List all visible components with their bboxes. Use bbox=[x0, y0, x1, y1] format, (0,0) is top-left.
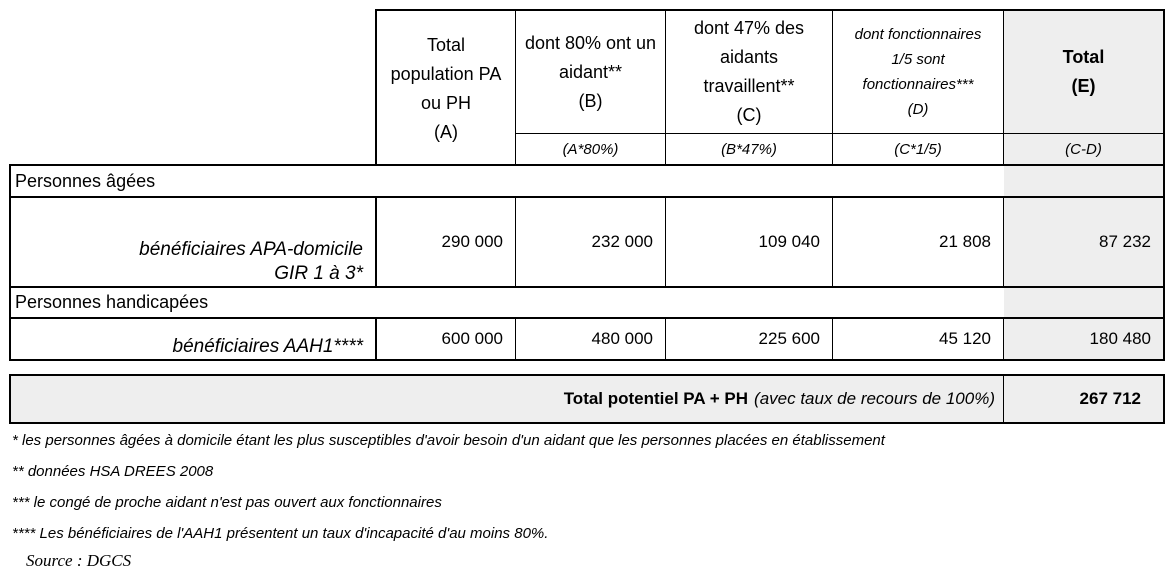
table-cell: 225 600 bbox=[758, 329, 820, 348]
header-line: travaillent** bbox=[703, 76, 795, 96]
header-total-population bbox=[377, 11, 515, 166]
table-cell: 87 232 bbox=[1099, 232, 1151, 251]
header-working-caregivers bbox=[666, 11, 832, 133]
formula-d: (C*1/5) bbox=[894, 140, 942, 158]
header-line: Total bbox=[1062, 47, 1105, 67]
footnote-4: **** Les bénéficiaires de l'AAH1 présentent un taux d'incapacité d'au moins 80%. bbox=[12, 525, 549, 542]
table-cell: 232 000 bbox=[591, 232, 653, 251]
header-line: Total bbox=[426, 34, 466, 55]
formula-c: (B*47%) bbox=[721, 140, 777, 158]
header-with-caregiver bbox=[516, 11, 665, 133]
table-cell: 180 480 bbox=[1089, 329, 1151, 348]
header-civil-servants bbox=[833, 11, 1003, 133]
header-line: aidants bbox=[719, 47, 779, 67]
footnote-3: *** le congé de proche aidant n'est pas ouvert aux fonctionnaires bbox=[12, 494, 442, 511]
header-line: population PA bbox=[390, 63, 502, 84]
grand-total-label-italic: (avec taux de recours de 100%) bbox=[754, 389, 995, 408]
table-cell: 600 000 bbox=[441, 329, 503, 348]
section-elderly: Personnes âgées bbox=[15, 170, 156, 191]
header-line: ou PH bbox=[420, 92, 472, 113]
header-line: dont 80% ont un bbox=[524, 32, 657, 53]
header-line: (E) bbox=[1071, 76, 1096, 96]
header-line: (B) bbox=[578, 90, 603, 111]
row-label-aah bbox=[11, 319, 375, 359]
header-line: (C) bbox=[736, 105, 762, 125]
header-line: dont fonctionnaires bbox=[854, 26, 982, 43]
table-cell: 21 808 bbox=[939, 232, 991, 251]
table-cell: 290 000 bbox=[441, 232, 503, 251]
row-label-apa bbox=[11, 198, 375, 286]
row-label-line: GIR 1 à 3* bbox=[274, 263, 363, 284]
section-disabled: Personnes handicapées bbox=[15, 292, 209, 312]
header-line: (A) bbox=[434, 121, 458, 142]
header-line: fonctionnaires*** bbox=[862, 76, 974, 93]
footnote-2: ** données HSA DREES 2008 bbox=[12, 463, 214, 480]
footnote-1: * les personnes âgées à domicile étant les plus susceptibles d'avoir besoin d'un aidant que les personnes placées en établissement bbox=[12, 432, 885, 449]
header-line: (D) bbox=[907, 101, 929, 118]
formula-e: (C-D) bbox=[1065, 140, 1102, 158]
grand-total-label bbox=[11, 376, 1003, 422]
header-line: dont 47% des bbox=[693, 18, 805, 38]
grand-total-value: 267 712 bbox=[1079, 389, 1141, 408]
grand-total-label-bold: Total potentiel PA + PH bbox=[563, 389, 749, 408]
table-cell: 109 040 bbox=[758, 232, 820, 251]
header-total bbox=[1004, 11, 1163, 133]
row-label-line: bénéficiaires AAH1**** bbox=[172, 336, 363, 357]
row-label-line: bénéficiaires APA-domicile bbox=[139, 239, 363, 260]
source-note: Source : DGCS bbox=[26, 551, 132, 570]
table-cell: 45 120 bbox=[939, 329, 991, 348]
table-cell: 480 000 bbox=[591, 329, 653, 348]
header-line: 1/5 sont bbox=[891, 51, 945, 68]
header-line: aidant** bbox=[558, 61, 623, 82]
formula-b: (A*80%) bbox=[562, 140, 619, 158]
